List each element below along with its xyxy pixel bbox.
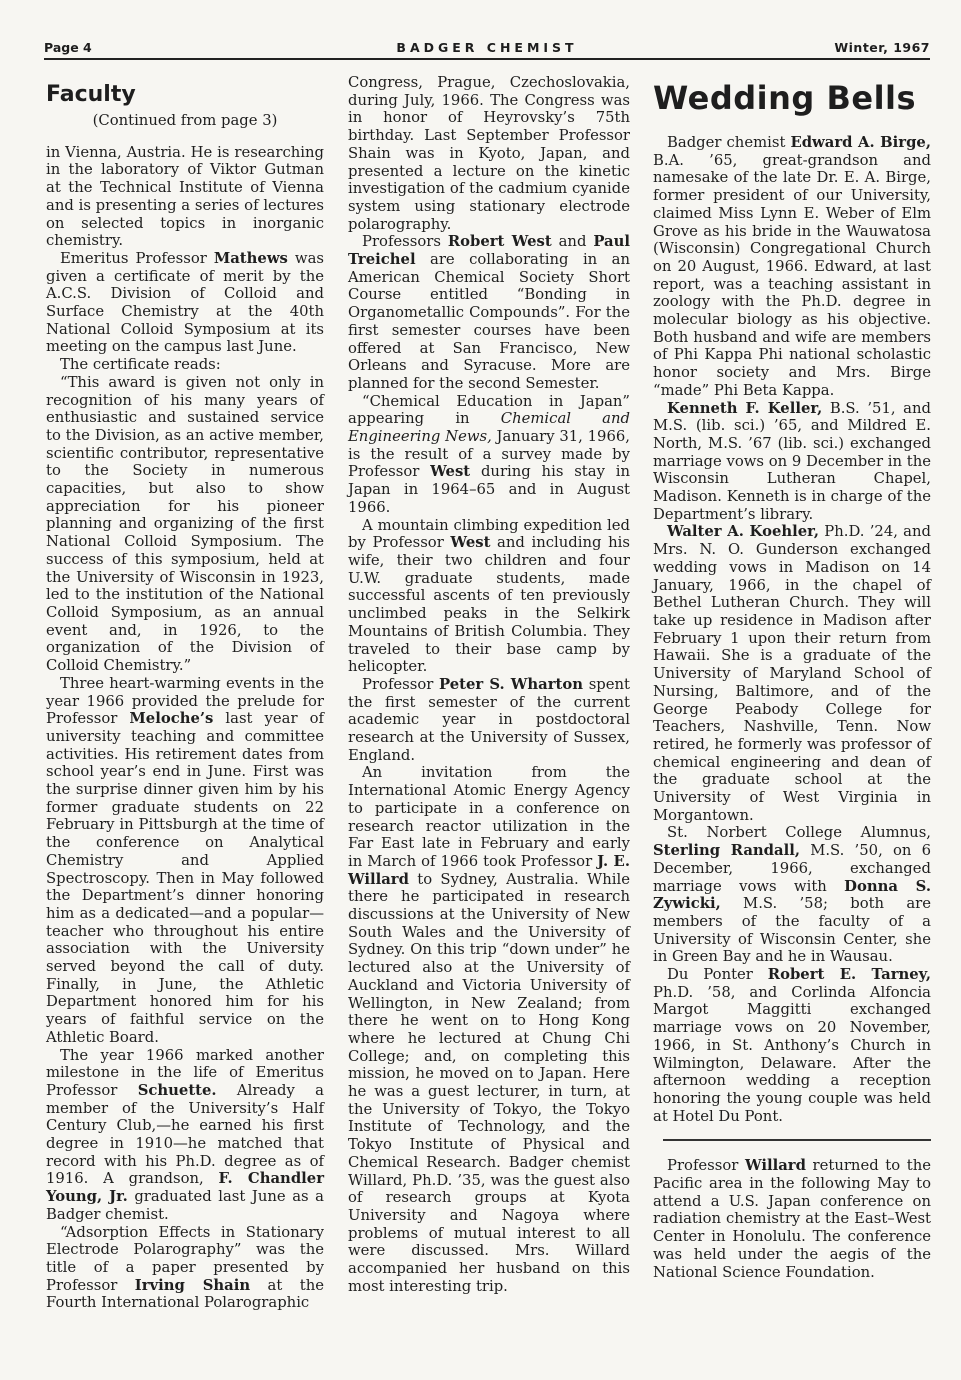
paragraph: A mountain climbing expedition led by Professor West and including his wife, their two children and four U.W. graduate students, made successful ascents of ten previously unclimbed peaks in the Selkirk Mountains of British Columbia. They traveled to their base camp by helicopter. <box>348 516 630 676</box>
paragraph: St. Norbert College Alumnus, Sterling Randall, M.S. ’50, on 6 December, 1966, exchanged marriage vows with Donna S. Zywicki, M.S. ’58; both are members of the faculty of a University of Wisconsin Center, she in Green Bay and he in Wausau. <box>653 824 931 966</box>
section-divider <box>663 1139 931 1141</box>
publication-title: BADGER CHEMIST <box>396 40 578 55</box>
paragraph: An invitation from the International Atomic Energy Agency to participate in a conference on research reactor utilization in the Far East late in February and early in March of 1966 took Professor J. E. Willard to Sydney, Australia. While there he participated in research discussions at the University of New South Wales and the University of Sydney. On this trip “down under” he lectured also at the University of Auckland and Victoria University of Wellington, in New Zealand; from there he went on to Hong Kong where he lectured at Chung Chi College; and, on completing this mission, he moved on to Japan. Here he was a guest lecturer, in turn, at the University of Tokyo, the Tokyo Institute of Technology, and the Tokyo Institute of Physical and Chemical Research. Badger chemist Willard, Ph.D. ’35, was the guest also of research groups at Kyota University and Nagoya where problems of mutual interest to all were discussed. Mrs. Willard accompanied her husband on this most interesting trip. <box>348 764 630 1295</box>
paragraph: Walter A. Koehler, Ph.D. ’24, and Mrs. N. O. Gunderson exchanged wedding vows in Madison on 14 January, 1966, in the chapel of Bethel Lutheran Church. They will take up residence in Madison after February 1 upon their return from Hawaii. She is a graduate of the University of Maryland School of Nursing, Baltimore, and of the George Peabody College for Teachers, Nashville, Tenn. Now retired, he formerly was professor of chemical engineering and dean of the graduate school at the University of West Virginia in Morgantown. <box>653 523 931 824</box>
column-faculty <box>46 74 324 1312</box>
paragraph: “Chemical Education in Japan” appearing in Chemical and Engineering News, January 31, 1966, is the result of a survey made by Professor West during his stay in Japan in 1964–65 and in August 1966. <box>348 392 630 516</box>
paragraph: Emeritus Professor Mathews was given a certificate of merit by the A.C.S. Division of Colloid and Surface Chemistry at the 40th National Colloid Symposium at its meeting on the campus last June. <box>46 249 324 356</box>
paragraph: Three heart-warming events in the year 1966 provided the prelude for Professor Meloche’s last year of university teaching and committee activities. His retirement dates from school year’s end in June. First was the surprise dinner given him by his former graduate students on 22 February in Pittsburgh at the time of the conference on Analytical Chemistry and Applied Spectroscopy. Then in May followed the Department’s dinner honoring him as a dedicated—and a popular— teacher who throughout his entire association with the University served beyond the call of duty. Finally, in June, the Athletic Department honored him for his years of faithful service on the Athletic Board. <box>46 674 325 1046</box>
paragraph: Du Ponter Robert E. Tarney, Ph.D. ’58, and Corlinda Alfoncia Margot Maggitti exchanged marriage vows on 20 November, 1966, in St. Anthony’s Church in Wilmington, Delaware. After the afternoon wedding a reception honoring the young couple was held at Hotel Du Pont. <box>653 966 931 1125</box>
paragraph: in Vienna, Austria. He is researching in the laboratory of Viktor Gutman at the Technical Institute of Vienna and is presenting a series of lectures on selected topics in inorganic chemistry. <box>46 143 324 250</box>
issue-date: Winter, 1967 <box>834 40 930 55</box>
column-faculty-continued <box>348 74 630 1296</box>
paragraph: Congress, Prague, Czechoslovakia, during July, 1966. The Congress was in honor of Heyrovsky’s 75th birthday. Last September Professor Shain was in Kyoto, Japan, and presented a lecture on the kinetic investigation of the cadmium cyanide system using stationary electrode polarography. <box>348 74 630 233</box>
paragraph: Professors Robert West and Paul Treichel are collaborating in an American Chemical Society Short Course entitled “Bonding in Organometallic Compounds”. For the first semester courses have been offered at San Francisco, New Orleans and Syracuse. More are planned for the second Semester. <box>348 233 631 392</box>
section-heading-faculty: Faculty <box>46 82 136 107</box>
page-number: Page 4 <box>44 40 92 55</box>
paragraph: Kenneth F. Keller, B.S. ’51, and M.S. (lib. sci.) ’65, and Mildred E. North, M.S. ’67 (lib. sci.) exchanged marriage vows on 9 December in the Wisconsin Lutheran Chapel, Madison. Kenneth is in charge of the Department’s library. <box>653 399 932 523</box>
paragraph: The certificate reads: <box>60 356 221 374</box>
paragraph: Professor Peter S. Wharton spent the first semester of the current academic year in postdoctoral research at the University of Sussex, England. <box>348 675 630 764</box>
continued-note: (Continued from page 3) <box>92 112 278 129</box>
paragraph: Badger chemist Edward A. Birge, B.A. ’65, great-grandson and namesake of the late Dr. E. A. Birge, former president of our University, claimed Miss Lynn E. Weber of Elm Grove as his bride in the Wauwatosa (Wisconsin) Congregational Church on 20 August, 1966. Edward, at last report, was a teaching assistant in zoology with the Ph.D. degree in molecular biology as his objective. Both husband and wife are members of Phi Kappa Phi national scholastic honor society and Mrs. Birge “made” Phi Beta Kappa. <box>653 134 931 399</box>
paragraph: Professor Willard returned to the Pacific area in the following May to attend a U.S. Japan conference on radiation chemistry at the East–West Center in Honolulu. The conference was held under the aegis of the National Science Foundation. <box>653 1157 932 1281</box>
paragraph: “This award is given not only in recognition of his many years of enthusiastic and sustained service to the Division, as an active member, scientific contributor, representative to the Society in numerous capacities, but also to show appreciation for his pioneer planning and organizing of the first National Colloid Symposium. The success of this symposium, held at the University of Wisconsin in 1923, led to the institution of the National Colloid Symposium, as an annual event and, in 1926, to the organization of the Division of Colloid Chemistry.” <box>46 373 324 675</box>
column-wedding-bells <box>653 74 931 1281</box>
page-header <box>44 34 930 60</box>
paragraph: “Adsorption Effects in Stationary Electrode Polarography” was the title of a paper presented by Professor Irving Shain at the Fourth International Polarographic <box>46 1223 324 1312</box>
paragraph: The year 1966 marked another milestone in the life of Emeritus Professor Schuette. Already a member of the University’s Half Century Club,—he earned his first degree in 1910—he matched that record with his Ph.D. degree as of 1916. A grandson, F. Chandler Young, Jr. graduated last June as a Badger chemist. <box>46 1046 325 1223</box>
section-heading-wedding-bells: Wedding Bells <box>653 79 917 117</box>
